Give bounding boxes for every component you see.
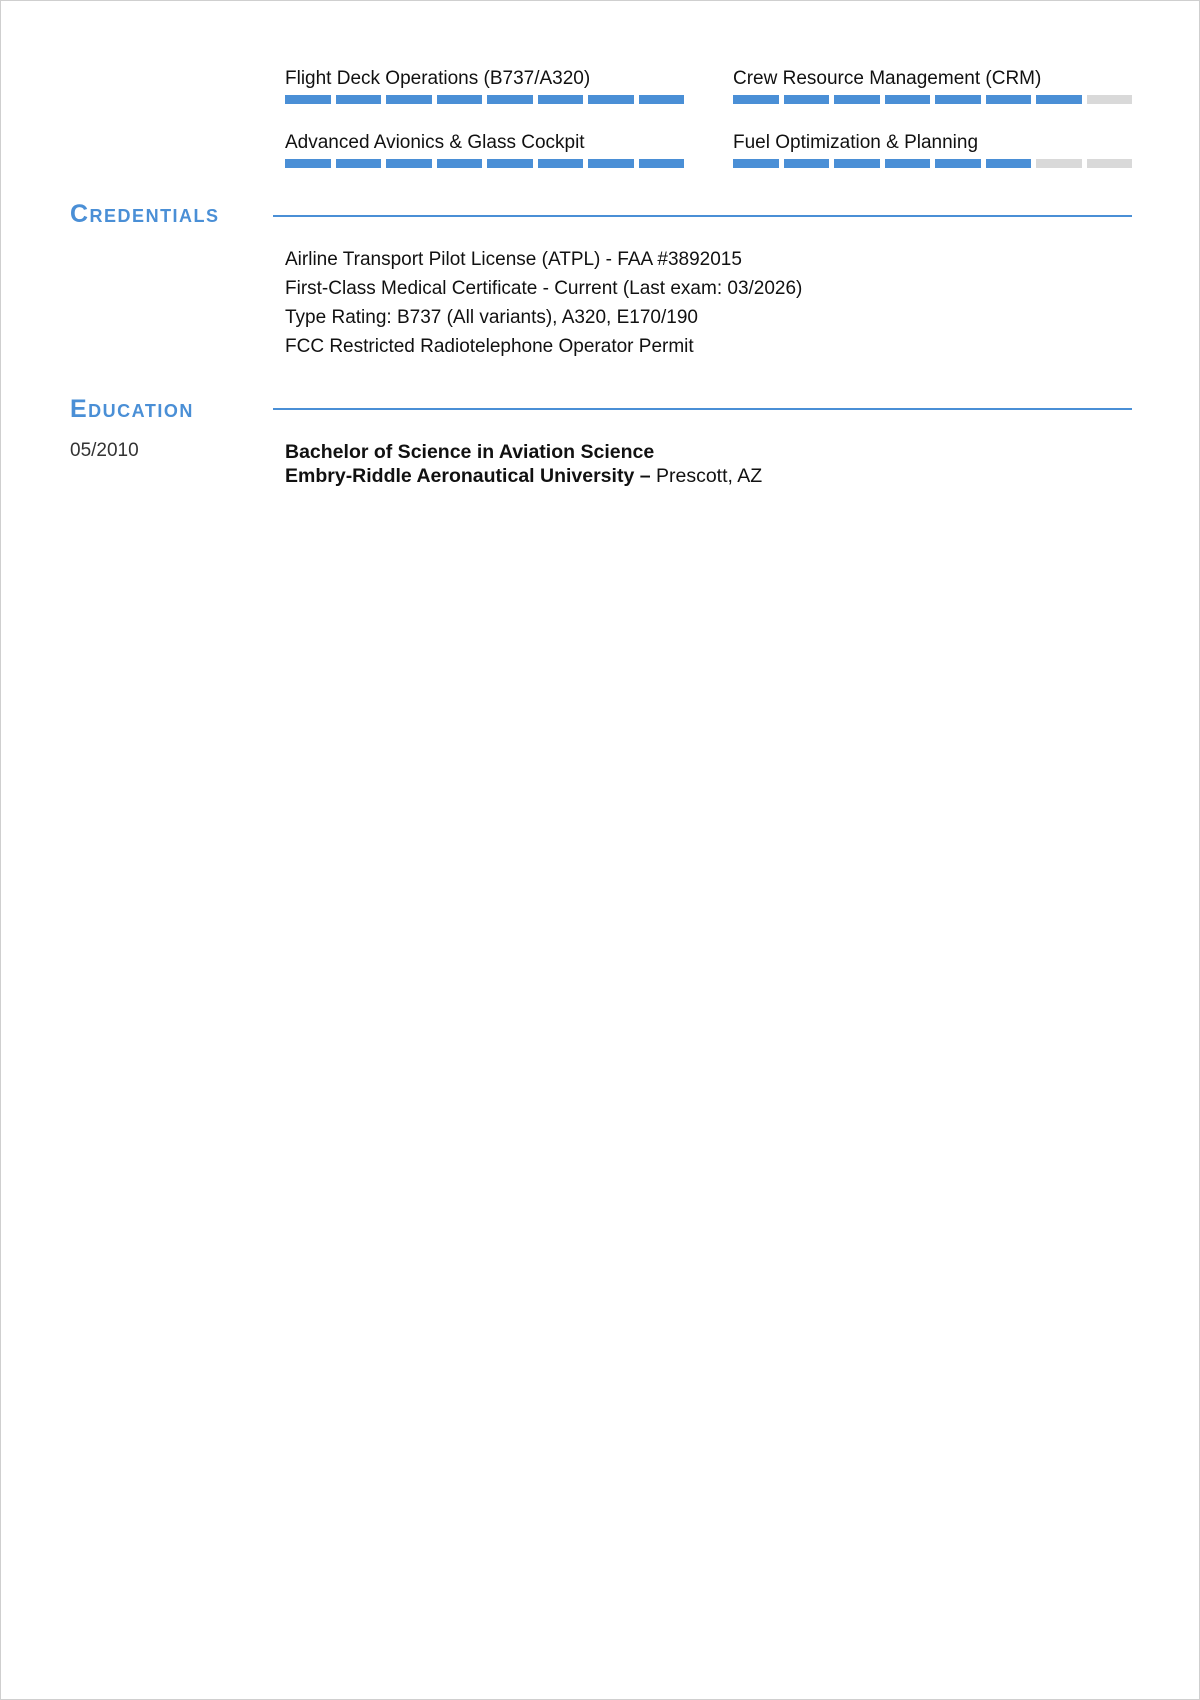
skill-level-segment-filled bbox=[386, 95, 432, 104]
skill-level-segment-filled bbox=[935, 95, 981, 104]
skill-level-segment-filled bbox=[986, 95, 1032, 104]
skill-level-segment-filled bbox=[538, 95, 584, 104]
skill-level-segment-filled bbox=[784, 95, 830, 104]
skill-level-segment-filled bbox=[639, 95, 685, 104]
skill-level-segment-filled bbox=[935, 159, 981, 168]
skill-level-segment-filled bbox=[834, 95, 880, 104]
skill-name: Crew Resource Management (CRM) bbox=[733, 68, 1042, 89]
education-degree: Bachelor of Science in Aviation Science bbox=[285, 441, 655, 463]
skill-level-segment-filled bbox=[588, 159, 634, 168]
education-school bbox=[285, 465, 656, 487]
skill-level-bar bbox=[285, 159, 684, 168]
skill-item bbox=[285, 131, 684, 168]
credentials-heading: Credentials bbox=[70, 200, 220, 228]
skill-level-segment-filled bbox=[588, 95, 634, 104]
skill-level-segment-filled bbox=[885, 95, 931, 104]
skill-level-bar bbox=[733, 95, 1132, 104]
skill-level-segment-filled bbox=[285, 159, 331, 168]
skill-level-segment-filled bbox=[487, 159, 533, 168]
skill-level-segment-filled bbox=[986, 159, 1032, 168]
credential-item: First-Class Medical Certificate - Current (Last exam: 03/2026) bbox=[285, 278, 803, 299]
education-heading: Education bbox=[70, 395, 194, 423]
skill-level-segment-filled bbox=[336, 95, 382, 104]
skill-level-segment-filled bbox=[1036, 95, 1082, 104]
skill-item bbox=[285, 67, 684, 104]
skill-level-segment-empty bbox=[1087, 159, 1133, 168]
skill-level-segment-filled bbox=[437, 95, 483, 104]
skill-level-segment-filled bbox=[639, 159, 685, 168]
education-school-name: Embry-Riddle Aeronautical University bbox=[285, 465, 635, 487]
skill-level-segment-filled bbox=[834, 159, 880, 168]
education-separator: – bbox=[634, 465, 656, 487]
education-location: Prescott, AZ bbox=[655, 465, 763, 487]
skill-level-bar bbox=[285, 95, 684, 104]
skill-level-segment-filled bbox=[784, 159, 830, 168]
education-school-line bbox=[285, 464, 762, 488]
education-date: 05/2010 bbox=[70, 440, 139, 461]
credentials-divider bbox=[273, 215, 1132, 217]
skill-item bbox=[733, 67, 1132, 104]
skill-level-segment-filled bbox=[285, 95, 331, 104]
skill-item bbox=[733, 131, 1132, 168]
skill-level-segment-filled bbox=[885, 159, 931, 168]
skill-level-segment-filled bbox=[733, 95, 779, 104]
skill-level-segment-filled bbox=[487, 95, 533, 104]
skill-level-segment-empty bbox=[1087, 95, 1133, 104]
skill-level-segment-filled bbox=[733, 159, 779, 168]
credentials-list bbox=[285, 245, 802, 361]
skill-level-segment-empty bbox=[1036, 159, 1082, 168]
credential-item: FCC Restricted Radiotelephone Operator Permit bbox=[285, 336, 694, 357]
skill-level-segment-filled bbox=[386, 159, 432, 168]
skill-level-segment-filled bbox=[336, 159, 382, 168]
skill-name: Fuel Optimization & Planning bbox=[733, 132, 979, 153]
credential-item: Type Rating: B737 (All variants), A320, E170/190 bbox=[285, 307, 698, 328]
education-entry bbox=[285, 440, 762, 488]
skill-level-segment-filled bbox=[538, 159, 584, 168]
skill-name: Advanced Avionics & Glass Cockpit bbox=[285, 132, 585, 153]
credential-item: Airline Transport Pilot License (ATPL) - FAA #3892015 bbox=[285, 249, 742, 270]
skills-grid bbox=[285, 67, 1132, 168]
skill-level-bar bbox=[733, 159, 1132, 168]
skill-name: Flight Deck Operations (B737/A320) bbox=[285, 68, 591, 89]
skill-level-segment-filled bbox=[437, 159, 483, 168]
education-divider bbox=[273, 408, 1132, 410]
